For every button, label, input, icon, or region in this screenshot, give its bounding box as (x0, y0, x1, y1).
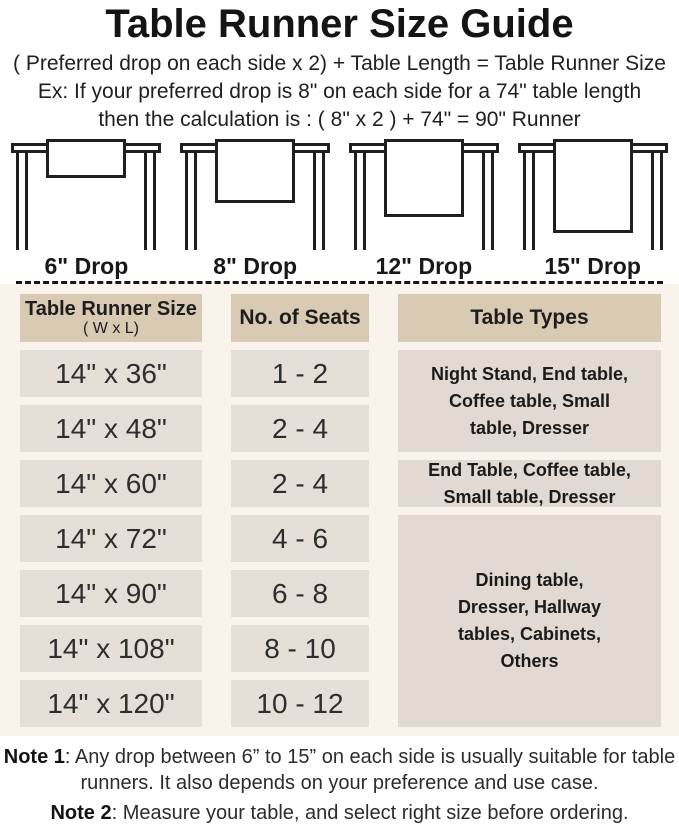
table-with-6-inch-drop-icon (11, 139, 161, 250)
example-line-1: Ex: If your preferred drop is 8" on each side for a 74" table length (37, 80, 642, 103)
runner-shape-icon (384, 139, 464, 217)
drop-label-8: 8" Drop (213, 253, 297, 279)
note-2-text: : Measure your table, and select right size before ordering. (111, 802, 629, 824)
table-with-15-inch-drop-icon (518, 139, 668, 250)
notes-section (0, 736, 679, 826)
seats-cell: 6 - 8 (231, 570, 369, 617)
column-header-runner-size: Table Runner Size ( W x L) (20, 294, 202, 342)
runner-size-cell: 14" x 48" (20, 405, 202, 452)
note-2 (4, 800, 676, 826)
seats-cell: 8 - 10 (231, 625, 369, 672)
illustration-slot (340, 139, 509, 250)
table-with-8-inch-drop-icon (180, 139, 330, 250)
table-leg (25, 152, 28, 250)
seats-cell: 10 - 12 (231, 680, 369, 727)
runner-size-cell: 14" x 120" (20, 680, 202, 727)
table-types-cell: End Table, Coffee table, Small table, Dresser (398, 460, 661, 507)
table-leg (194, 152, 197, 250)
table-leg (363, 152, 366, 250)
note-1 (4, 744, 676, 796)
guide-header (0, 0, 679, 131)
runner-size-cell: 14" x 60" (20, 460, 202, 507)
illustration-slot (508, 139, 677, 250)
seats-cell: 4 - 6 (231, 515, 369, 562)
illustration-slot (2, 139, 171, 250)
runner-size-cell: 14" x 72" (20, 515, 202, 562)
seats-cell: 2 - 4 (231, 405, 369, 452)
column-header-table-types: Table Types (398, 294, 661, 342)
table-types-cell: Dining table, Dresser, Hallway tables, Cabinets, Others (398, 515, 661, 727)
note-2-label: Note 2 (50, 802, 112, 824)
table-leg (153, 152, 156, 250)
size-table (20, 294, 679, 727)
table-leg (185, 152, 188, 250)
table-with-12-inch-drop-icon (349, 139, 499, 250)
drop-label-12: 12" Drop (375, 253, 473, 279)
formula-line: ( Preferred drop on each side x 2) + Table Length = Table Runner Size (13, 52, 666, 75)
illustration-slot (171, 139, 340, 250)
table-types-cell: Night Stand, End table, Coffee table, Small table, Dresser (398, 350, 661, 452)
table-leg (322, 152, 325, 250)
table-leg (651, 152, 654, 250)
drop-label-15: 15" Drop (544, 253, 641, 279)
seats-cell: 1 - 2 (231, 350, 369, 397)
size-table-section (0, 284, 679, 736)
table-leg (354, 152, 357, 250)
note-1-text: : Any drop between 6” to 15” on each side is usually suitable for table runners. It also depends on your preference and use case. (64, 746, 676, 794)
note-1-label: Note 1 (3, 746, 65, 768)
runner-size-cell: 14" x 90" (20, 570, 202, 617)
table-leg (16, 152, 19, 250)
runner-shape-icon (46, 139, 126, 178)
column-header-seats: No. of Seats (231, 294, 369, 342)
table-leg (482, 152, 485, 250)
drop-illustrations-row (0, 139, 679, 250)
runner-size-cell: 14" x 36" (20, 350, 202, 397)
runner-shape-icon (215, 139, 295, 203)
table-leg (532, 152, 535, 250)
seats-cell: 2 - 4 (231, 460, 369, 507)
example-line-2: then the calculation is : ( 8" x 2 ) + 74" = 90" Runner (98, 108, 581, 131)
table-leg (660, 152, 663, 250)
drop-labels-row (0, 252, 679, 280)
table-leg (491, 152, 494, 250)
table-leg (144, 152, 147, 250)
drop-label-6: 6" Drop (44, 253, 129, 279)
table-leg (523, 152, 526, 250)
runner-shape-icon (553, 139, 633, 233)
table-leg (313, 152, 316, 250)
runner-size-cell: 14" x 108" (20, 625, 202, 672)
page-title: Table Runner Size Guide (105, 2, 574, 46)
